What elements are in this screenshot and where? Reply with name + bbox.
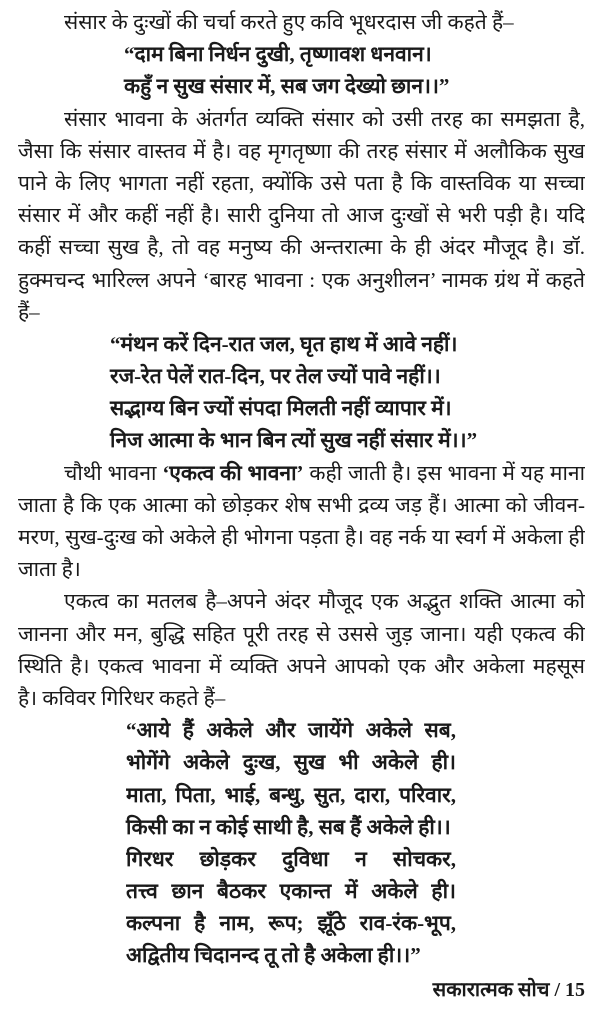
page-number: 15 [565, 979, 585, 1001]
text-line: हैं– [18, 299, 40, 324]
paragraph-ekatva-bhavna [18, 457, 585, 586]
quote-line: “दाम बिना निर्धन दुखी, तृष्णावश धनवान। [124, 42, 432, 67]
quote-line: निज आत्मा के भान बिन त्यों सुख नहीं संसार में।।” [110, 428, 478, 453]
text-line: है। कविवर गिरिधर कहते हैं– [18, 685, 226, 710]
quote-line: कहुँ न सुख संसार में, सब जग देख्यो छान।।” [124, 74, 450, 99]
quote-line: “मंथन करें दिन-रात जल, घृत हाथ में आवे नहीं। [110, 331, 458, 356]
paragraph-sansar-bhavna [18, 103, 585, 328]
quote-line: कल्पना है नाम, रूप; झूँठे राव-रंक-भूप, [126, 911, 456, 936]
quote-line: रज-रेत पेलें रात-दिन, पर तेल ज्यों पावे नहीं।। [110, 364, 441, 389]
quote-line: तत्त्व छान बैठकर एकान्त में अकेले ही। [126, 879, 456, 904]
quote-line: सद्भाग्य बिन ज्यों संपदा मिलती नहीं व्यापार में। [110, 396, 452, 421]
text-line: मरण, सुख-दुःख को अकेले ही भोगना पड़ता है। वह नर्क या स्वर्ग में अकेला ही [18, 525, 585, 549]
quote-giridhar [18, 714, 456, 972]
quote-line: किसी का न कोई साथी है, सब हैं अकेले ही।। [126, 814, 451, 839]
text-line: जैसा कि संसार वास्तव में है। वह मृगतृष्णा की तरह संसार में अलौकिक सुख [18, 138, 585, 163]
text-span: कही जाती है। इस भावना में यह माना [309, 460, 585, 485]
text-line: एकत्व का मतलब है–अपने अंदर मौजूद एक अद्भुत शक्ति आत्मा को [64, 589, 585, 614]
book-title: सकारात्मक सोच [432, 979, 550, 1001]
text-line: पाने के लिए भागता नहीं रहता, क्योंकि उसे पता है कि वास्तविक या सच्चा [18, 170, 585, 195]
page-body [18, 6, 585, 972]
quote-line: भोगेंगे अकेले दुःख, सुख भी अकेले ही। [126, 750, 456, 775]
text-line: हुक्मचन्द भारिल्ल अपने ‘बारह भावना : एक अनुशीलन’ नामक ग्रंथ में कहते [18, 267, 585, 292]
quote-line: अद्वितीय चिदानन्द तू तो है अकेला ही।।” [126, 943, 421, 968]
footer-separator: / [554, 979, 560, 1001]
quote-line: गिरधर छोड़कर दुविधा न सोचकर, [126, 846, 456, 871]
text-span: चौथी भावना [64, 460, 157, 485]
text-line [18, 457, 585, 489]
text-line: संसार में और कहीं नहीं है। सारी दुनिया तो आज दुःखों से भरी पड़ी है। यदि [18, 203, 585, 228]
text-line: स्थिति है। एकत्व भावना में व्यक्ति अपने आपको एक और अकेला महसूस [18, 653, 585, 678]
quote-line: “आये हैं अकेले और जायेंगे अकेले सब, [126, 718, 456, 743]
text-line: जाता है। [18, 557, 81, 582]
bold-term: ‘एकत्व की भावना’ [162, 460, 304, 485]
text-line: जाता है कि एक आत्मा को छोड़कर शेष सभी द्रव्य जड़ हैं। आत्मा को जीवन- [18, 492, 585, 517]
text-line: संसार भावना के अंतर्गत व्यक्ति संसार को उसी तरह का समझता है, [64, 106, 585, 131]
text-line: कहीं सच्चा सुख है, तो वह मनुष्य की अन्तरात्मा के ही अंदर मौजूद है। डॉ. [18, 235, 585, 260]
page-footer [433, 975, 585, 1002]
intro-line: संसार के दुःखों की चर्चा करते हुए कवि भूधरदास जी कहते हैं– [64, 10, 514, 34]
text-line: जानना और मन, बुद्धि सहित पूरी तरह से उससे जुड़ जाना। यही एकत्व की [18, 621, 585, 646]
quote-bharill [18, 328, 490, 457]
quote-bhudhardas [18, 38, 504, 102]
paragraph-ekatva-meaning [18, 585, 585, 714]
quote-line: माता, पिता, भाई, बन्धु, सुत, दारा, परिवार, [126, 782, 456, 807]
